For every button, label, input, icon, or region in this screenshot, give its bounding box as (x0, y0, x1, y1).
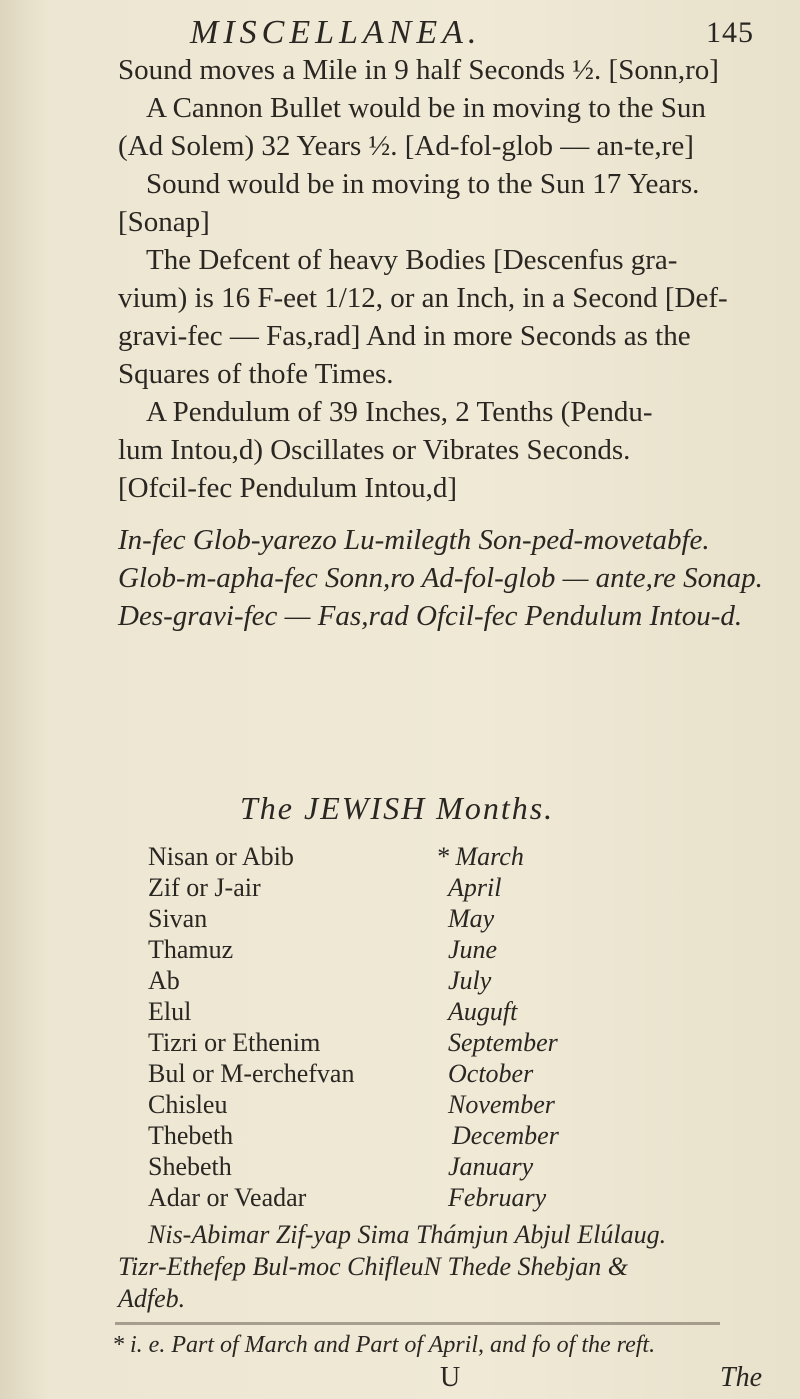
month-hebrew: Thamuz (148, 935, 234, 964)
month-hebrew: Adar or Veadar (148, 1183, 307, 1212)
month-english: May (448, 904, 495, 933)
body-line: Sound would be in moving to the Sun 17 Years. (146, 168, 700, 200)
month-hebrew: Chisleu (148, 1090, 228, 1119)
catchword: The (720, 1362, 762, 1393)
body-line: vium) is 16 F-eet 1/12, or an Inch, in a Second [Def- (118, 282, 728, 314)
running-title: MISCELLANEA. (190, 14, 482, 51)
month-hebrew: Shebeth (148, 1152, 232, 1181)
month-english: June (448, 935, 498, 964)
months-compact-line: Tizr-Ethefep Bul-moc ChifleuN Thede Shebjan & (118, 1252, 629, 1281)
month-english: December (452, 1121, 559, 1150)
month-hebrew: Tizri or Ethenim (148, 1028, 321, 1057)
body-line: In-fec Glob-yarezo Lu-milegth Son-ped-movetabfe. (118, 524, 710, 556)
page-header (190, 14, 780, 52)
month-hebrew: Sivan (148, 904, 208, 933)
body-line: (Ad Solem) 32 Years ½. [Ad-fol-glob — an-te,re] (118, 130, 694, 162)
months-compact-line: Adfeb. (118, 1284, 186, 1313)
month-english: November (448, 1090, 555, 1119)
body-line: gravi-fec — Fas,rad] And in more Seconds as the (118, 320, 691, 352)
signature-mark: U (440, 1362, 461, 1393)
body-line: [Ofcil-fec Pendulum Intou,d] (118, 472, 458, 504)
months-compact-line: Nis-Abimar Zif-yap Sima Thámjun Abjul Elúlaug. (148, 1220, 667, 1249)
month-english: * March (436, 842, 524, 871)
month-english: July (448, 966, 492, 995)
month-hebrew: Ab (148, 966, 180, 995)
body-line: The Defcent of heavy Bodies [Descenfus gra- (146, 244, 678, 276)
month-english: February (448, 1183, 547, 1212)
footnote-rule (115, 1322, 720, 1325)
body-line: A Cannon Bullet would be in moving to the Sun (146, 92, 706, 124)
month-hebrew: Thebeth (148, 1121, 234, 1150)
footnote (112, 1332, 655, 1359)
month-english: April (448, 873, 502, 902)
footnote-text: * i. e. Part of March and Part of April, and fo of the reft. (112, 1332, 656, 1358)
page-number: 145 (706, 16, 754, 49)
month-hebrew: Zif or J-air (148, 873, 261, 902)
body-line: Des-gravi-fec — Fas,rad Ofcil-fec Pendulum Intou-d. (118, 600, 743, 632)
body-line: Sound moves a Mile in 9 half Seconds ½. [Sonn,ro] (118, 54, 719, 86)
month-hebrew: Bul or M-erchefvan (148, 1059, 355, 1088)
body-line: [Sonap] (118, 206, 210, 238)
month-english: Auguft (448, 997, 518, 1026)
months-title: The JEWISH Months. (240, 790, 555, 826)
month-english: October (448, 1059, 534, 1088)
body-line: Glob-m-apha-fec Sonn,ro Ad-fol-glob — ante,re Sonap. (118, 562, 763, 594)
body-line: Squares of thofe Times. (118, 358, 394, 390)
month-hebrew: Elul (148, 997, 192, 1026)
month-hebrew: Nisan or Abib (148, 842, 294, 871)
month-english: September (448, 1028, 558, 1057)
body-line: lum Intou,d) Oscillates or Vibrates Seconds. (118, 434, 631, 466)
month-english: January (448, 1152, 534, 1181)
body-line: A Pendulum of 39 Inches, 2 Tenths (Pendu- (146, 396, 653, 428)
